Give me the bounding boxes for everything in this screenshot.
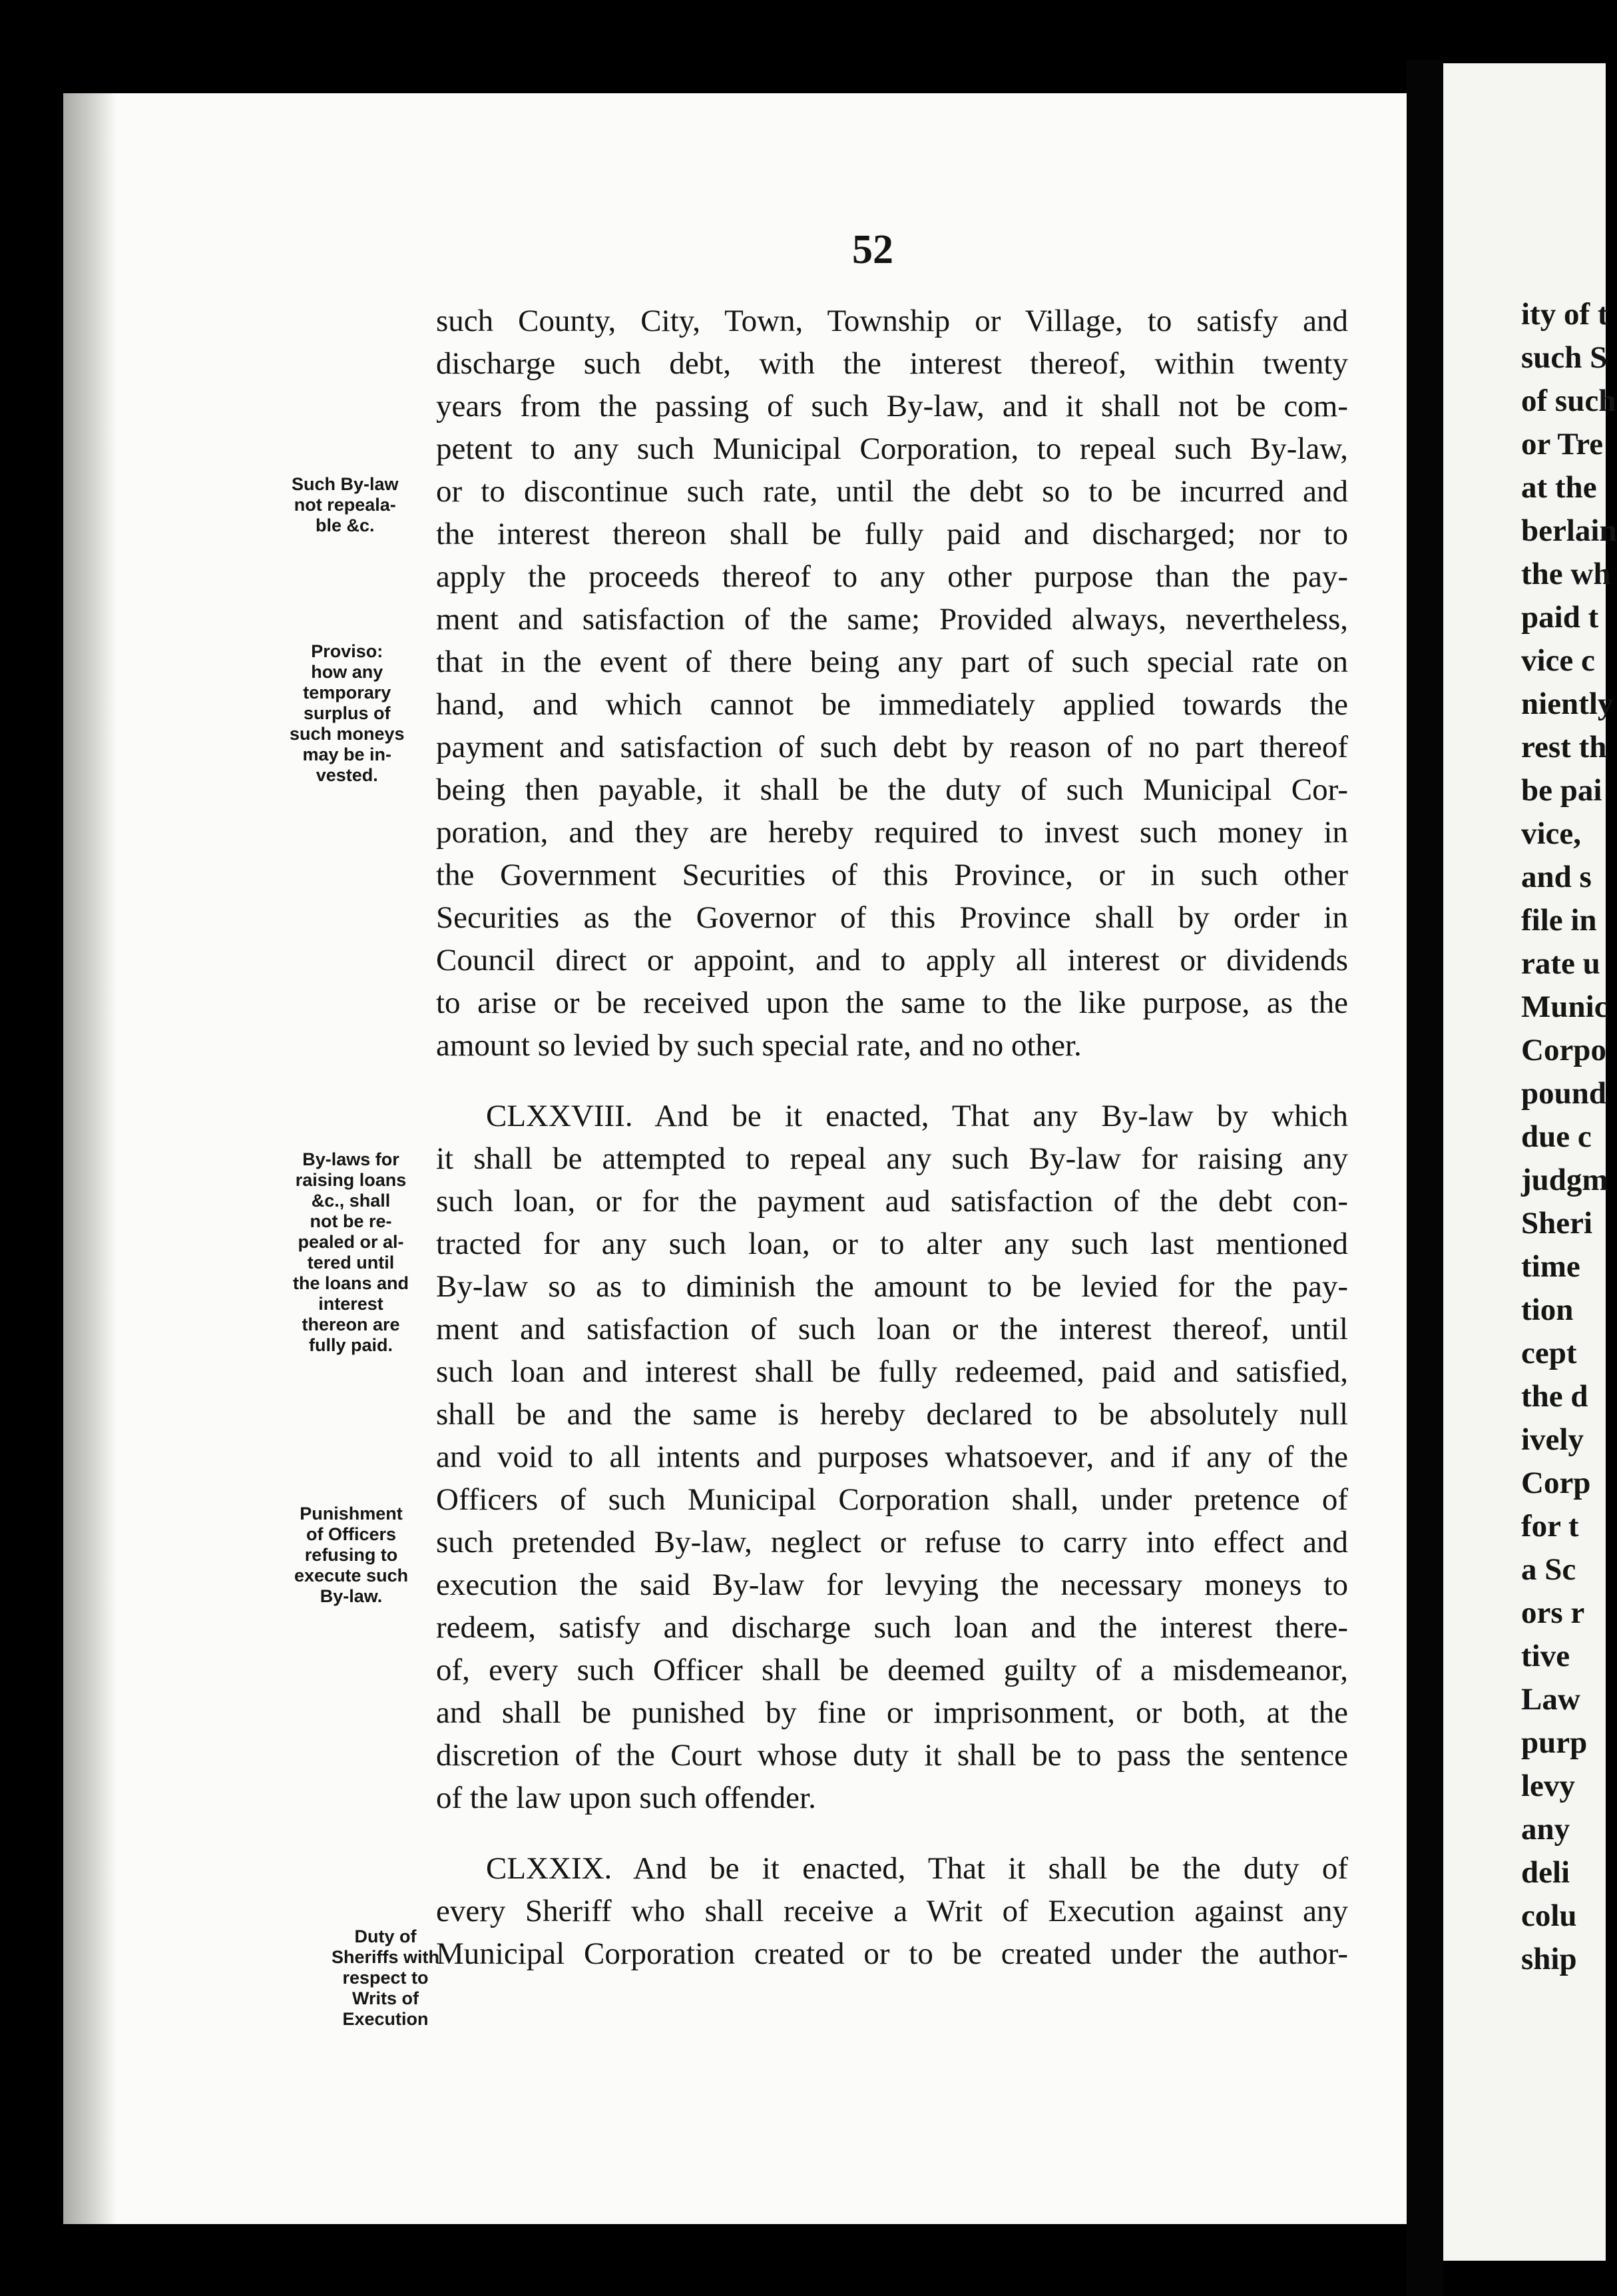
text-line: any bbox=[1521, 1812, 1570, 1847]
text-line: poration, and they are hereby required to invest such money in bbox=[436, 815, 1348, 850]
text-line: Council direct or appoint, and to apply all interest or dividends bbox=[436, 943, 1348, 978]
margin-note-bylaws-loans: By-laws for raising loans &c., shall not be re- pealed or al- tered until the loans and interest thereon are fully paid. bbox=[293, 1149, 409, 1355]
text-line: ively bbox=[1521, 1422, 1584, 1457]
text-line: at the bbox=[1521, 470, 1597, 505]
margin-note-proviso: Proviso: how any temporary surplus of such moneys may be in- vested. bbox=[290, 641, 405, 785]
text-line: purp bbox=[1521, 1725, 1588, 1760]
paragraph-continuation bbox=[436, 300, 1348, 1067]
text-line: ship bbox=[1521, 1942, 1577, 1976]
text-line: time bbox=[1521, 1249, 1580, 1284]
text-line: years from the passing of such By-law, and it shall not be com- bbox=[436, 389, 1348, 424]
text-line: Securities as the Governor of this Province shall by order in bbox=[436, 900, 1348, 935]
text-line: redeem, satisfy and discharge such loan and the interest there- bbox=[436, 1610, 1348, 1645]
text-line: the interest thereon shall be fully paid and discharged; nor to bbox=[436, 517, 1348, 551]
text-line: CLXXIX. And be it enacted, That it shall be the duty of bbox=[486, 1851, 1348, 1886]
margin-note-not-repealable: Such By-law not repeala- ble &c. bbox=[292, 474, 399, 535]
page-number: 52 bbox=[852, 227, 893, 272]
text-line: levy bbox=[1521, 1769, 1575, 1803]
text-line: deli bbox=[1521, 1855, 1570, 1890]
text-line: such County, City, Town, Township or Village, to satisfy and bbox=[436, 304, 1348, 338]
text-line: of the law upon such offender. bbox=[436, 1781, 816, 1815]
text-line: or to discontinue such rate, until the debt so to be incurred and bbox=[436, 474, 1348, 509]
page-edge-shadow bbox=[63, 93, 116, 2224]
text-line: and s bbox=[1521, 860, 1592, 894]
text-line: such pretended By-law, neglect or refuse to carry into effect and bbox=[436, 1525, 1348, 1560]
text-line: the d bbox=[1521, 1379, 1588, 1414]
text-line: ment and satisfaction of such loan or the interest thereof, until bbox=[436, 1312, 1348, 1346]
text-line: amount so levied by such special rate, and no other. bbox=[436, 1028, 1082, 1063]
text-line: Municipal Corporation created or to be created under the author- bbox=[436, 1936, 1348, 1971]
text-line: pound bbox=[1521, 1076, 1607, 1111]
text-line: the wh bbox=[1521, 557, 1611, 591]
text-line: file in bbox=[1521, 903, 1597, 938]
text-line: every Sheriff who shall receive a Writ of Execution against any bbox=[436, 1894, 1348, 1928]
text-line: due c bbox=[1521, 1119, 1592, 1154]
text-line: or Tre bbox=[1521, 427, 1604, 461]
section-clxxviii bbox=[436, 1095, 1348, 1819]
text-line: be pai bbox=[1521, 773, 1602, 808]
margin-note-punishment: Punishment of Officers refusing to execute such By-law. bbox=[294, 1504, 409, 1606]
text-line: ors r bbox=[1521, 1595, 1585, 1630]
text-line: vice c bbox=[1521, 643, 1595, 678]
body-text bbox=[436, 300, 1348, 1975]
text-line: CLXXVIII. And be it enacted, That any By-law by which bbox=[486, 1099, 1348, 1133]
right-page-text-fragment bbox=[1521, 293, 1617, 1981]
text-line: discharge such debt, with the interest thereof, within twenty bbox=[436, 346, 1348, 381]
text-line: discretion of the Court whose duty it shall be to pass the sentence bbox=[436, 1738, 1348, 1773]
text-line: that in the event of there being any part of such special rate on bbox=[436, 645, 1348, 679]
text-line: rate u bbox=[1521, 946, 1600, 981]
text-line: tive bbox=[1521, 1639, 1570, 1673]
margin-note-sheriffs-duty: Duty of Sheriffs with respect to Writs of Execution bbox=[332, 1926, 440, 2029]
text-line: of, every such Officer shall be deemed guilty of a misdemeanor, bbox=[436, 1653, 1348, 1687]
text-line: and shall be punished by fine or imprisonment, or both, at the bbox=[436, 1695, 1348, 1730]
text-line: Munic bbox=[1521, 990, 1608, 1024]
text-line: payment and satisfaction of such debt by reason of no part thereof bbox=[436, 730, 1348, 764]
text-line: the Government Securities of this Province, or in such other bbox=[436, 858, 1348, 892]
text-line: to arise or be received upon the same to the like purpose, as the bbox=[436, 986, 1348, 1020]
text-line: execution the said By-law for levying the necessary moneys to bbox=[436, 1568, 1348, 1602]
text-line: such loan and interest shall be fully redeemed, paid and satisfied, bbox=[436, 1354, 1348, 1389]
text-line: Sheri bbox=[1521, 1206, 1593, 1241]
text-line: such loan, or for the payment aud satisfaction of the debt con- bbox=[436, 1184, 1348, 1219]
text-line: rest th bbox=[1521, 730, 1607, 764]
text-line: colu bbox=[1521, 1898, 1577, 1933]
text-line: judgm bbox=[1521, 1163, 1608, 1197]
text-line: of such bbox=[1521, 384, 1616, 418]
text-line: berlain bbox=[1521, 513, 1617, 548]
text-line: Officers of such Municipal Corporation shall, under pretence of bbox=[436, 1482, 1348, 1517]
text-line: and void to all intents and purposes whatsoever, and if any of the bbox=[436, 1440, 1348, 1474]
text-line: for t bbox=[1521, 1509, 1579, 1544]
text-line: tracted for any such loan, or to alter any such last mentioned bbox=[436, 1227, 1348, 1261]
text-line: a Sc bbox=[1521, 1552, 1576, 1587]
text-line: being then payable, it shall be the duty of such Municipal Cor- bbox=[436, 772, 1348, 807]
text-line: Law bbox=[1521, 1682, 1580, 1717]
text-line: hand, and which cannot be immediately applied towards the bbox=[436, 687, 1348, 722]
book-gutter bbox=[1407, 60, 1443, 2296]
text-line: petent to any such Municipal Corporation, to repeal such By-law, bbox=[436, 431, 1348, 466]
text-line: cept bbox=[1521, 1336, 1577, 1370]
text-line: vice, bbox=[1521, 816, 1582, 851]
text-line: shall be and the same is hereby declared to be absolutely null bbox=[436, 1397, 1348, 1432]
text-line: tion bbox=[1521, 1292, 1574, 1327]
section-clxxix bbox=[436, 1847, 1348, 1975]
text-line: Corp bbox=[1521, 1466, 1591, 1500]
text-line: apply the proceeds thereof to any other purpose than the pay- bbox=[436, 559, 1348, 594]
text-line: niently bbox=[1521, 687, 1614, 721]
text-line: By-law so as to diminish the amount to be levied for the pay- bbox=[436, 1269, 1348, 1304]
text-line: it shall be attempted to repeal any such By-law for raising any bbox=[436, 1141, 1348, 1176]
text-line: such S bbox=[1521, 340, 1608, 375]
text-line: ity of t bbox=[1521, 297, 1608, 332]
text-line: ment and satisfaction of the same; Provided always, nevertheless, bbox=[436, 602, 1348, 637]
text-line: paid t bbox=[1521, 600, 1599, 635]
text-line: Corpo bbox=[1521, 1033, 1606, 1067]
